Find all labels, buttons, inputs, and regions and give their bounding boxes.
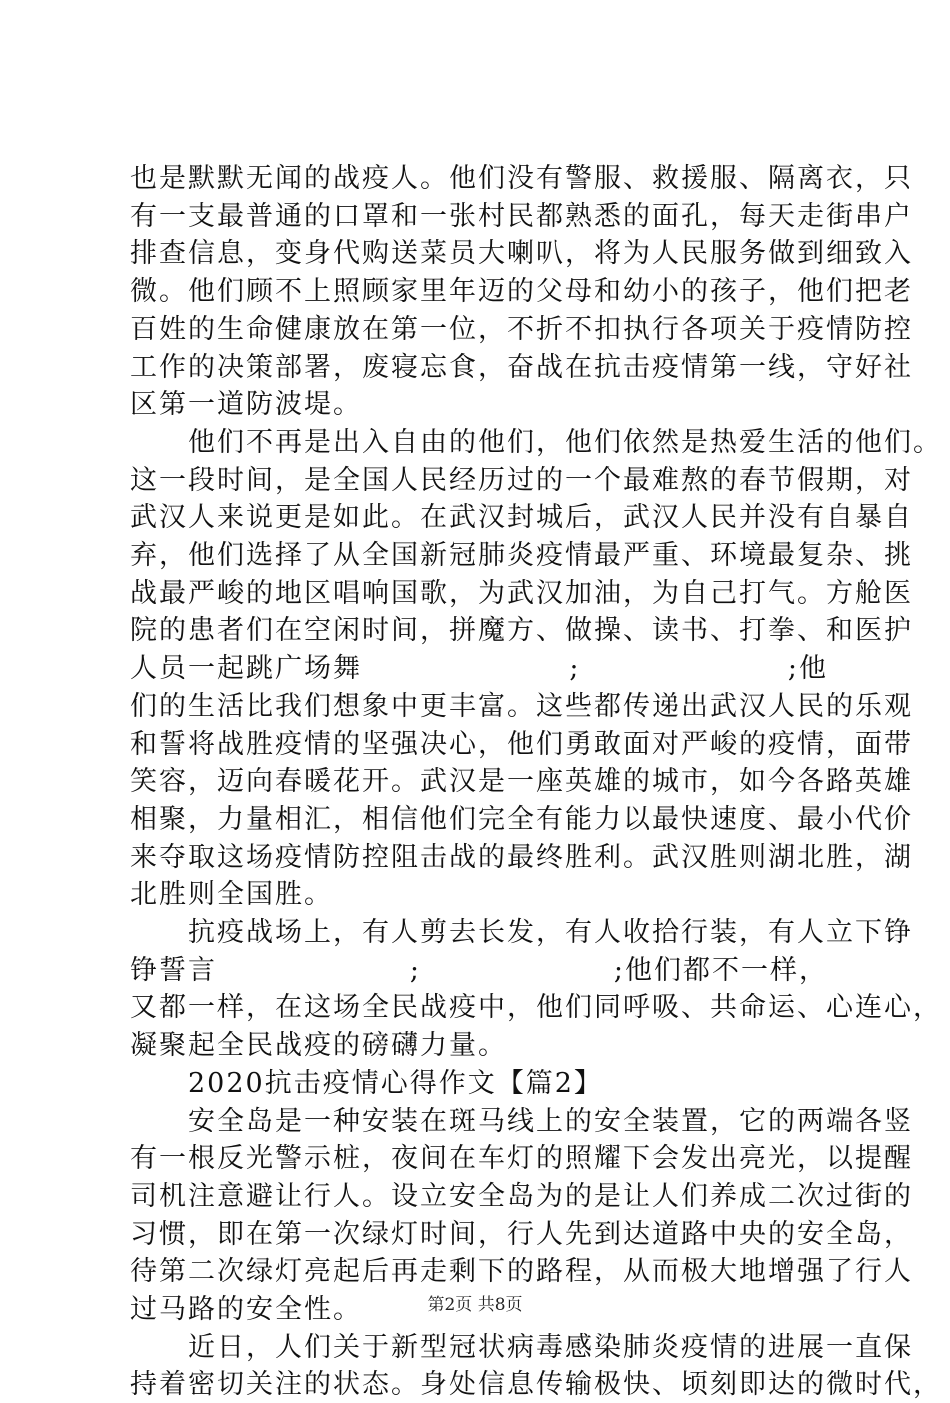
text-line: 凝聚起全民战疫的磅礴力量。 — [130, 1030, 507, 1062]
text-line: 持着密切关注的状态。身处信息传输极快、顷刻即达的微时代， — [130, 1369, 942, 1401]
text-segment: ;他们都不一样， — [613, 954, 828, 986]
text-line: 战最严峻的地区唱响国歌，为武汉加油，为自己打气。方舱医 — [130, 577, 913, 609]
text-line: 有一支最普通的口罩和一张村民都熟悉的面孔，每天走街串户 — [130, 200, 913, 232]
text-line: 他们不再是出入自由的他们，他们依然是热爱生活的他们。 — [130, 426, 942, 458]
text-segment: ; — [569, 653, 581, 685]
text-line: 武汉人来说更是如此。在武汉封城后，武汉人民并没有自暴自 — [130, 502, 913, 534]
text-line: 们的生活比我们想象中更丰富。这些都传递出武汉人民的乐观 — [130, 690, 913, 722]
text-line: 习惯，即在第一次绿灯时间，行人先到达道路中央的安全岛， — [130, 1218, 913, 1250]
text-line: 安全岛是一种安装在斑马线上的安全装置，它的两端各竖 — [130, 1105, 913, 1137]
text-line: 百姓的生命健康放在第一位，不折不扣执行各项关于疫情防控 — [130, 313, 913, 345]
text-line: 相聚，力量相汇，相信他们完全有能力以最快速度、最小代价 — [130, 803, 913, 835]
text-line: 待第二次绿灯亮起后再走剩下的路程，从而极大地增强了行人 — [130, 1256, 913, 1288]
text-line: 区第一道防波堤。 — [130, 389, 362, 421]
text-segment: ; — [409, 954, 421, 986]
text-line: 院的患者们在空闲时间，拼魔方、做操、读书、打拳、和医护 — [130, 615, 913, 647]
text-line: 来夺取这场疫情防控阻击战的最终胜利。武汉胜则湖北胜，湖 — [130, 841, 913, 873]
text-line: 又都一样，在这场全民战疫中，他们同呼吸、共命运、心连心， — [130, 992, 942, 1024]
text-line: 过马路的安全性。 — [130, 1294, 362, 1325]
text-line: 弃，他们选择了从全国新冠肺炎疫情最严重、环境最复杂、挑 — [130, 540, 913, 571]
text-line: 近日，人们关于新型冠状病毒感染肺炎疫情的进展一直保 — [130, 1331, 913, 1363]
text-line: 微。他们顾不上照顾家里年迈的父母和幼小的孩子，他们把老 — [130, 276, 913, 308]
text-line: 排查信息，变身代购送菜员大喇叭，将为人民服务做到细致入 — [130, 238, 913, 270]
text-line: 有一根反光警示桩，夜间在车灯的照耀下会发出亮光，以提醒 — [130, 1143, 913, 1175]
text-line — [130, 952, 828, 989]
text-line: 这一段时间，是全国人民经历过的一个最难熬的春节假期，对 — [130, 464, 913, 496]
text-line: 和誓将战胜疫情的坚强决心，他们勇敢面对严峻的疫情，面带 — [130, 728, 913, 760]
text-line: 也是默默无闻的战疫人。他们没有警服、救援服、隔离衣，只 — [130, 163, 913, 194]
text-segment: ;他 — [787, 653, 828, 685]
text-segment: 人员一起跳广场舞 — [130, 653, 362, 685]
text-line: 2020抗击疫情心得作文【篇2】 — [130, 1067, 603, 1099]
text-line — [130, 650, 828, 687]
text-line: 笑容，迈向春暖花开。武汉是一座英雄的城市，如今各路英雄 — [130, 766, 913, 798]
text-segment: 铮誓言 — [130, 954, 217, 986]
text-line: 工作的决策部署，废寝忘食，奋战在抗击疫情第一线，守好社 — [130, 351, 913, 383]
text-line: 抗疫战场上，有人剪去长发，有人收拾行装，有人立下铮 — [130, 917, 913, 948]
text-line: 北胜则全国胜。 — [130, 879, 333, 911]
page-footer: 第2页 共8页 — [427, 1295, 523, 1315]
text-line: 司机注意避让行人。设立安全岛为的是让人们养成二次过街的 — [130, 1180, 913, 1212]
